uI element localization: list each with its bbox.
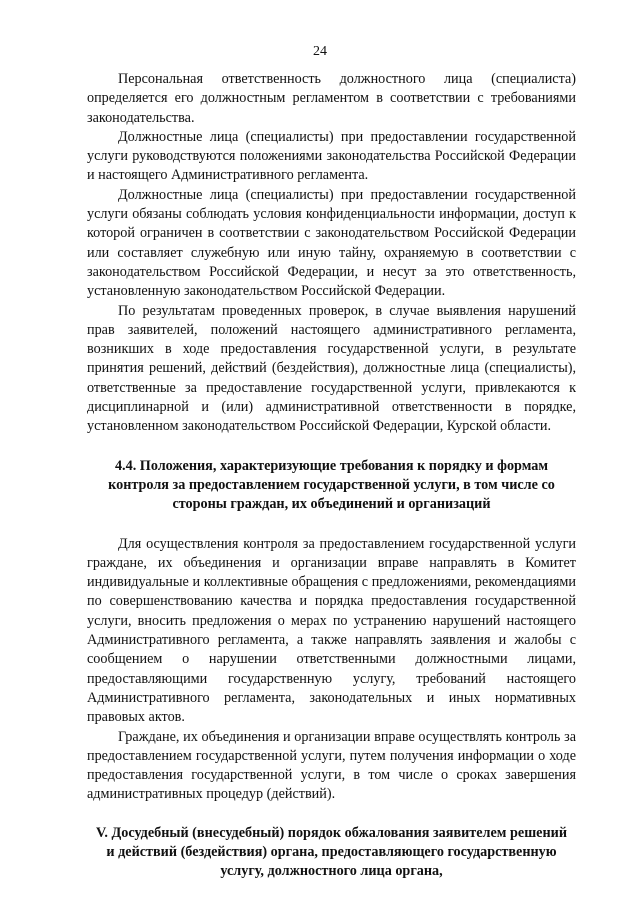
section-4-4-heading: 4.4. Положения, характеризующие требования к порядку и формам контроля за предоставлением государственной услуги, в том числе со стороны граждан, их объединений и организаций bbox=[108, 457, 555, 513]
paragraph-guided-by-law: Должностные лица (специалисты) при предоставлении государственной услуги руководствуются положениями законодательства Российской Федерации и настоящего Административного регламента. bbox=[87, 128, 576, 184]
paragraph-responsibility: Персональная ответственность должностного лица (специалиста) определяется его должностным регламентом в соответствии с требованиями законодательства. bbox=[87, 71, 576, 126]
paragraph-confidentiality: Должностные лица (специалисты) при предоставлении государственной услуги обязаны соблюдать условия конфиденциальности информации, доступ к которой ограничен в соответствии с законодательством Российской Федерации или составляет служебную или иную тайну, охраняемую в соответствии с законодательством Российской Федерации, и несут за это ответственность, установленную законодательством Российской Федерации. bbox=[87, 186, 576, 300]
paragraph-citizen-control: Для осуществления контроля за предоставлением государственной услуги граждане, их объединения и организации вправе направлять в Комитет индивидуальные и коллективные обращения с предложениями, рекомендациями по совершенствованию качества и порядка предоставления государственной услуги, вносить предложения о мерах по устранению нарушений настоящего Административного регламента, а также направлять заявления и жалобы с сообщением о нарушении ответственными должностными лицами, предоставляющими государственную услугу, требований настоящего Административного регламента, законодательных и иных нормативных правовых актов. bbox=[87, 535, 576, 726]
page-number: 24 bbox=[313, 44, 327, 59]
section-5-heading: V. Досудебный (внесудебный) порядок обжалования заявителем решений и действий (бездействия) органа, предоставляющего государственную услугу, должностного лица органа, bbox=[95, 824, 568, 880]
page-body bbox=[87, 70, 576, 882]
paragraph-citizen-information: Граждане, их объединения и организации вправе осуществлять контроль за предоставлением государственной услуги, путем получения информации о ходе предоставления государственной услуги, в том числе о сроках завершения административных процедур (действий). bbox=[87, 728, 576, 803]
paragraph-inspection-results: По результатам проведенных проверок, в случае выявления нарушений прав заявителей, положений настоящего административного регламента, возникших в ходе предоставления государственной услуги, в результате принятия решений, действий (бездействия), должностные лица (специалисты), ответственные за предоставление государственной услуги, привлекаются к дисциплинарной и (или) административной ответственности в порядке, установленном законодательством Российской Федерации, Курской области. bbox=[87, 302, 576, 435]
